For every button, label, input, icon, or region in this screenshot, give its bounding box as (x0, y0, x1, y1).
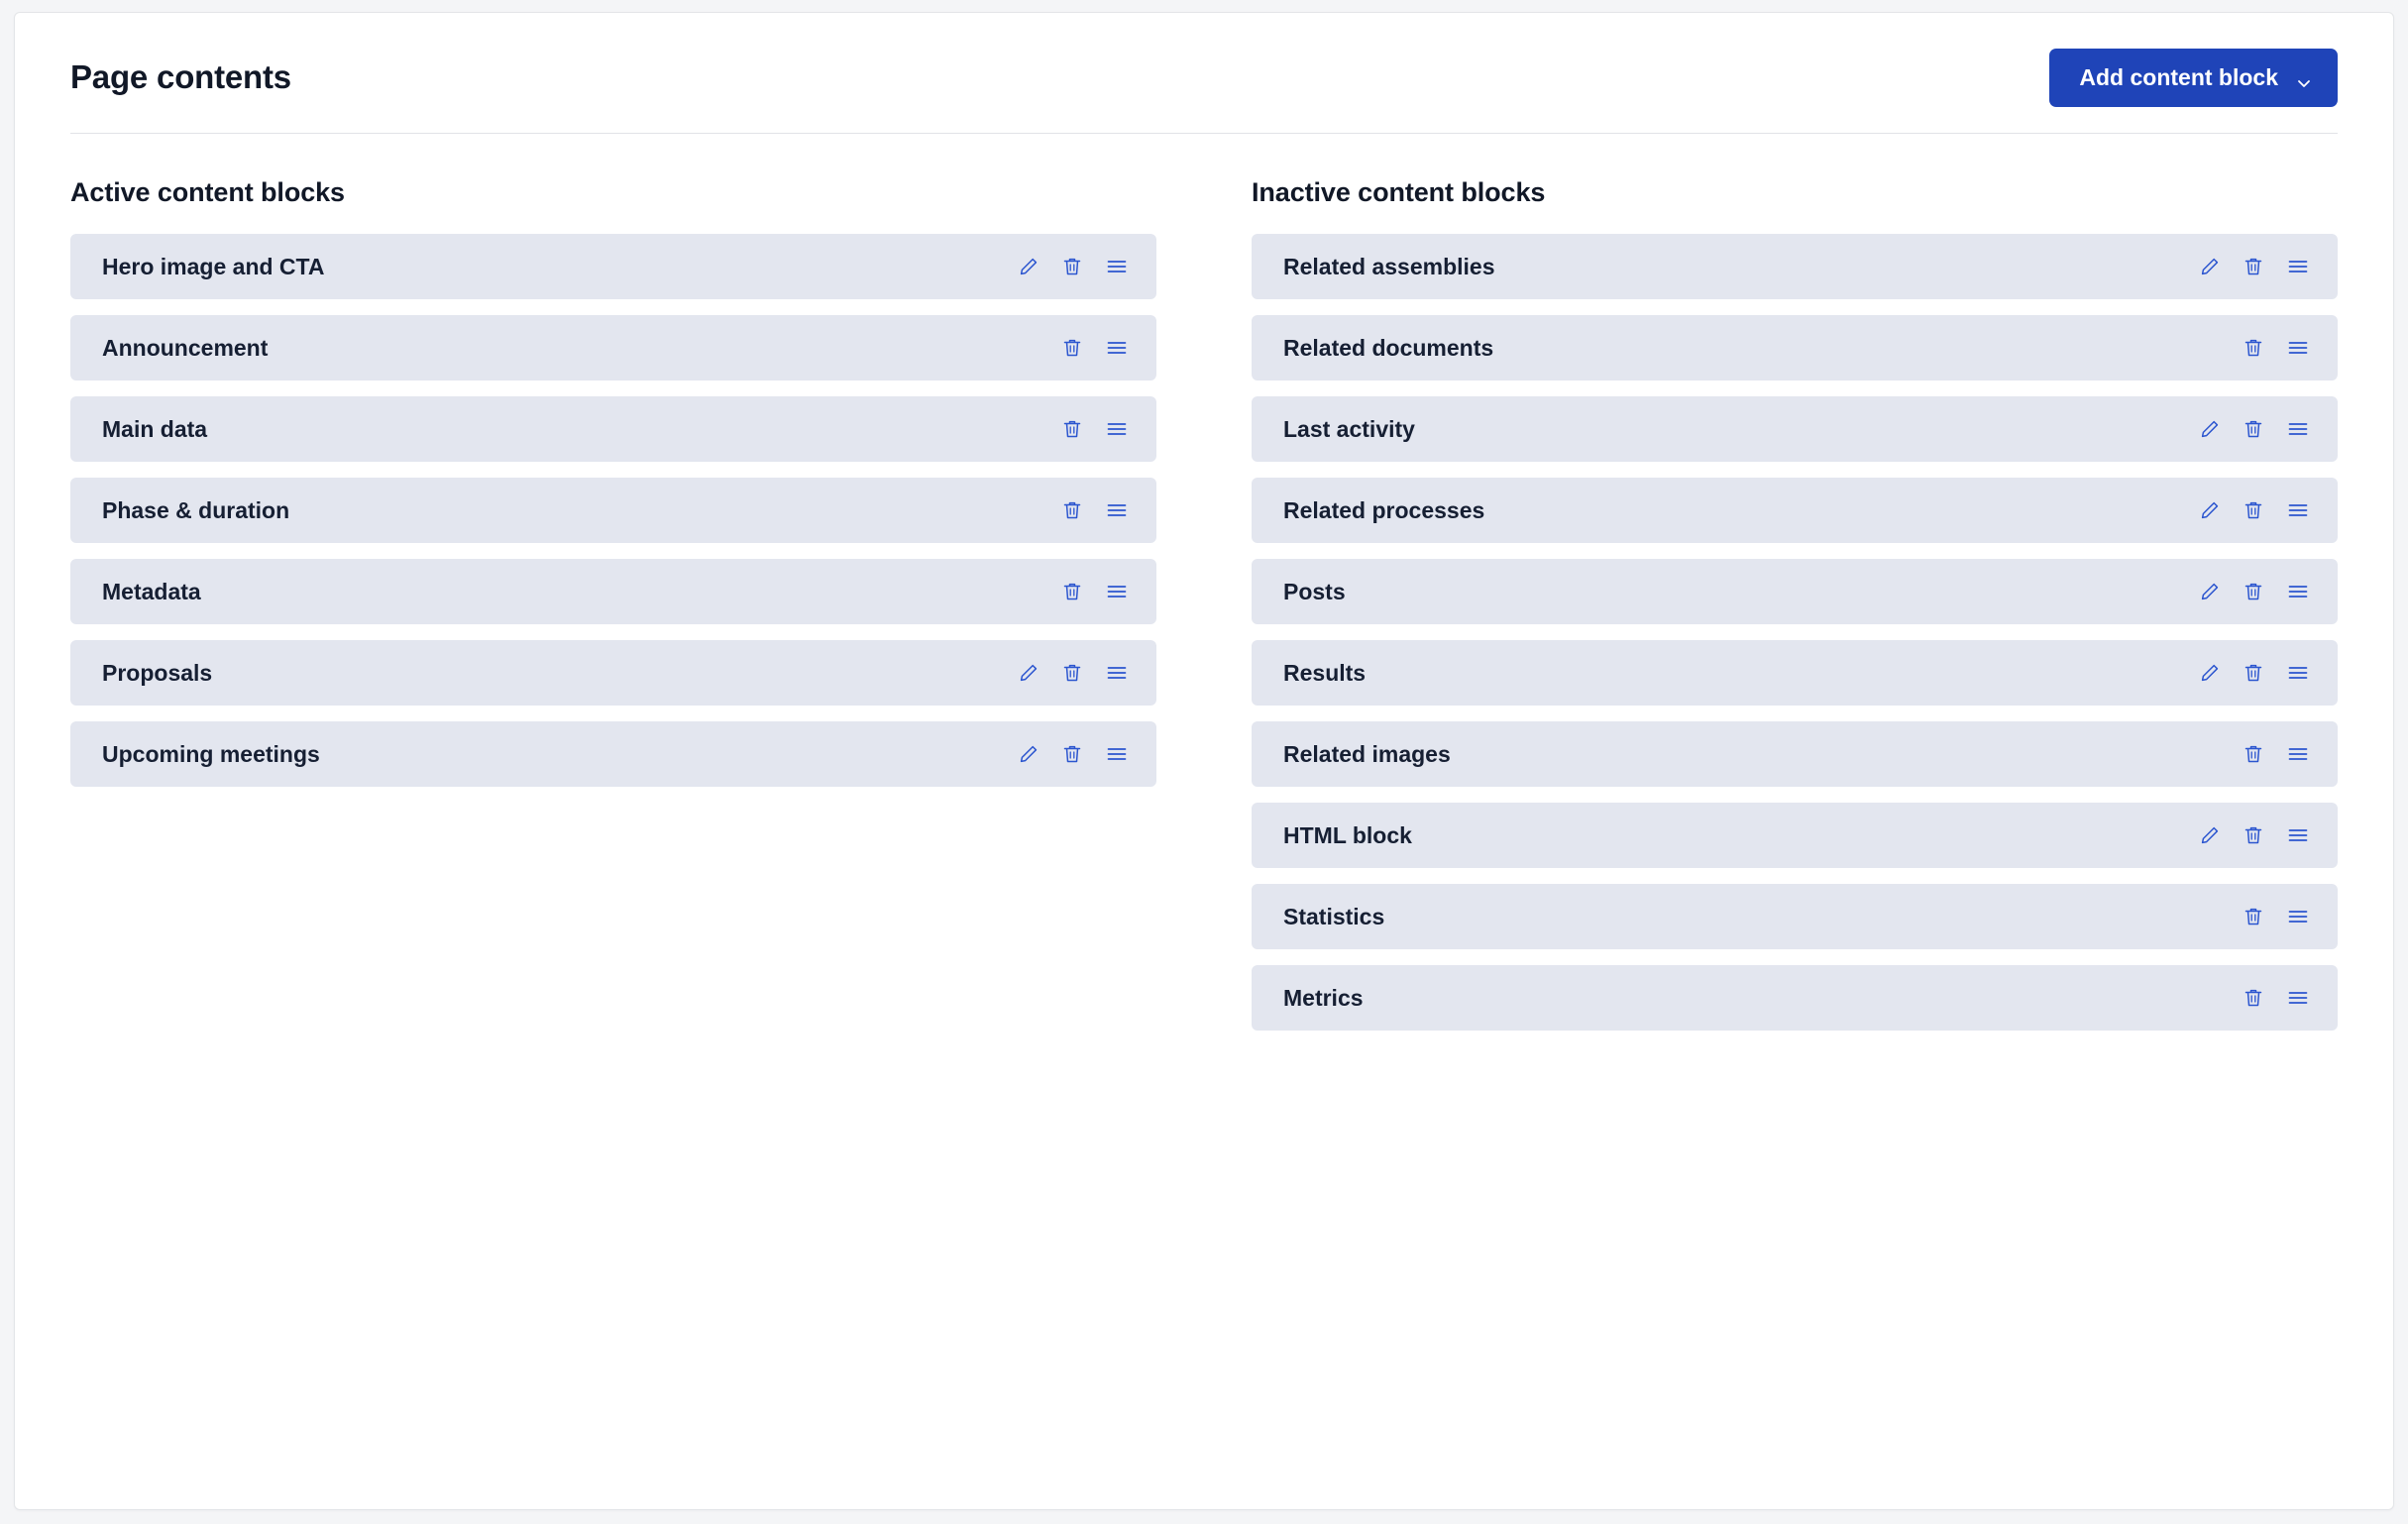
trash-icon[interactable] (2241, 660, 2266, 686)
trash-icon[interactable] (1059, 660, 1085, 686)
content-block-actions (1016, 740, 1131, 768)
content-block-label: Statistics (1283, 903, 1385, 929)
content-block-row[interactable] (1252, 396, 2338, 462)
content-block-actions (2241, 334, 2312, 362)
content-block-label: Results (1283, 659, 1367, 686)
pencil-icon[interactable] (2197, 416, 2223, 442)
drag-handle-icon[interactable] (2284, 740, 2312, 768)
content-block-label: HTML block (1283, 821, 1412, 848)
trash-icon[interactable] (1059, 741, 1085, 767)
trash-icon[interactable] (1059, 579, 1085, 604)
content-block-actions (1059, 334, 1131, 362)
pencil-icon[interactable] (2197, 254, 2223, 279)
content-block-label: Announcement (102, 334, 269, 361)
content-block-actions (2197, 578, 2312, 605)
content-block-row[interactable] (1252, 234, 2338, 299)
drag-handle-icon[interactable] (2284, 821, 2312, 849)
content-block-actions (2241, 740, 2312, 768)
active-blocks-title: Active content blocks (70, 177, 345, 207)
trash-icon[interactable] (2241, 985, 2266, 1011)
content-block-row[interactable] (70, 640, 1156, 706)
content-block-label: Hero image and CTA (102, 253, 325, 279)
add-content-block-label: Add content block (2079, 64, 2278, 90)
drag-handle-icon[interactable] (2284, 659, 2312, 687)
content-block-actions (2197, 496, 2312, 524)
content-block-label: Metrics (1283, 984, 1364, 1011)
trash-icon[interactable] (2241, 416, 2266, 442)
content-block-row[interactable] (1252, 559, 2338, 624)
content-block-actions (1059, 578, 1131, 605)
drag-handle-icon[interactable] (1103, 415, 1131, 443)
trash-icon[interactable] (2241, 254, 2266, 279)
trash-icon[interactable] (2241, 497, 2266, 523)
drag-handle-icon[interactable] (2284, 578, 2312, 605)
inactive-blocks-column (1252, 177, 2338, 1046)
drag-handle-icon[interactable] (1103, 334, 1131, 362)
content-block-actions (1059, 415, 1131, 443)
content-block-row[interactable] (1252, 803, 2338, 868)
drag-handle-icon[interactable] (2284, 984, 2312, 1012)
content-block-label: Related processes (1283, 496, 1485, 523)
drag-handle-icon[interactable] (1103, 659, 1131, 687)
trash-icon[interactable] (2241, 904, 2266, 929)
content-block-row[interactable] (70, 396, 1156, 462)
trash-icon[interactable] (1059, 254, 1085, 279)
pencil-icon[interactable] (1016, 741, 1041, 767)
page-contents-card (14, 12, 2394, 1510)
content-block-label: Related assemblies (1283, 253, 1495, 279)
pencil-icon[interactable] (2197, 660, 2223, 686)
content-block-label: Last activity (1283, 415, 1415, 442)
content-block-actions (2197, 659, 2312, 687)
trash-icon[interactable] (1059, 416, 1085, 442)
trash-icon[interactable] (2241, 741, 2266, 767)
active-blocks-column (70, 177, 1156, 803)
content-block-row[interactable] (1252, 884, 2338, 949)
content-block-row[interactable] (1252, 478, 2338, 543)
inactive-blocks-list (1252, 234, 2338, 1031)
drag-handle-icon[interactable] (1103, 496, 1131, 524)
card-header (15, 13, 2393, 133)
content-block-actions (2197, 415, 2312, 443)
content-block-row[interactable] (70, 234, 1156, 299)
content-block-actions (1016, 659, 1131, 687)
drag-handle-icon[interactable] (1103, 578, 1131, 605)
content-block-label: Related documents (1283, 334, 1494, 361)
page-title: Page contents (70, 58, 291, 96)
trash-icon[interactable] (1059, 335, 1085, 361)
pencil-icon[interactable] (2197, 579, 2223, 604)
content-block-row[interactable] (1252, 640, 2338, 706)
content-block-label: Metadata (102, 578, 201, 604)
content-block-label: Posts (1283, 578, 1346, 604)
content-block-actions (2197, 821, 2312, 849)
content-block-actions (1016, 253, 1131, 280)
content-block-row[interactable] (1252, 721, 2338, 787)
content-block-label: Phase & duration (102, 496, 290, 523)
content-block-row[interactable] (70, 478, 1156, 543)
content-columns (15, 134, 2393, 1046)
active-blocks-list (70, 234, 1156, 787)
pencil-icon[interactable] (1016, 660, 1041, 686)
content-block-actions (2241, 903, 2312, 930)
trash-icon[interactable] (1059, 497, 1085, 523)
pencil-icon[interactable] (2197, 822, 2223, 848)
content-block-label: Main data (102, 415, 208, 442)
content-block-actions (2197, 253, 2312, 280)
content-block-actions (2241, 984, 2312, 1012)
trash-icon[interactable] (2241, 335, 2266, 361)
trash-icon[interactable] (2241, 579, 2266, 604)
drag-handle-icon[interactable] (2284, 415, 2312, 443)
content-block-label: Upcoming meetings (102, 740, 320, 767)
content-block-row[interactable] (70, 559, 1156, 624)
drag-handle-icon[interactable] (2284, 253, 2312, 280)
trash-icon[interactable] (2241, 822, 2266, 848)
content-block-row[interactable] (1252, 315, 2338, 381)
drag-handle-icon[interactable] (1103, 253, 1131, 280)
content-block-row[interactable] (70, 315, 1156, 381)
pencil-icon[interactable] (2197, 497, 2223, 523)
drag-handle-icon[interactable] (2284, 496, 2312, 524)
content-block-row[interactable] (70, 721, 1156, 787)
content-block-label: Proposals (102, 659, 213, 686)
content-block-label: Related images (1283, 740, 1451, 767)
add-content-block-button[interactable] (2049, 49, 2338, 107)
drag-handle-icon[interactable] (2284, 903, 2312, 930)
inactive-blocks-title: Inactive content blocks (1252, 177, 1546, 207)
pencil-icon[interactable] (1016, 254, 1041, 279)
drag-handle-icon[interactable] (1103, 740, 1131, 768)
chevron-down-icon (2296, 70, 2312, 86)
drag-handle-icon[interactable] (2284, 334, 2312, 362)
content-block-actions (1059, 496, 1131, 524)
content-block-row[interactable] (1252, 965, 2338, 1031)
